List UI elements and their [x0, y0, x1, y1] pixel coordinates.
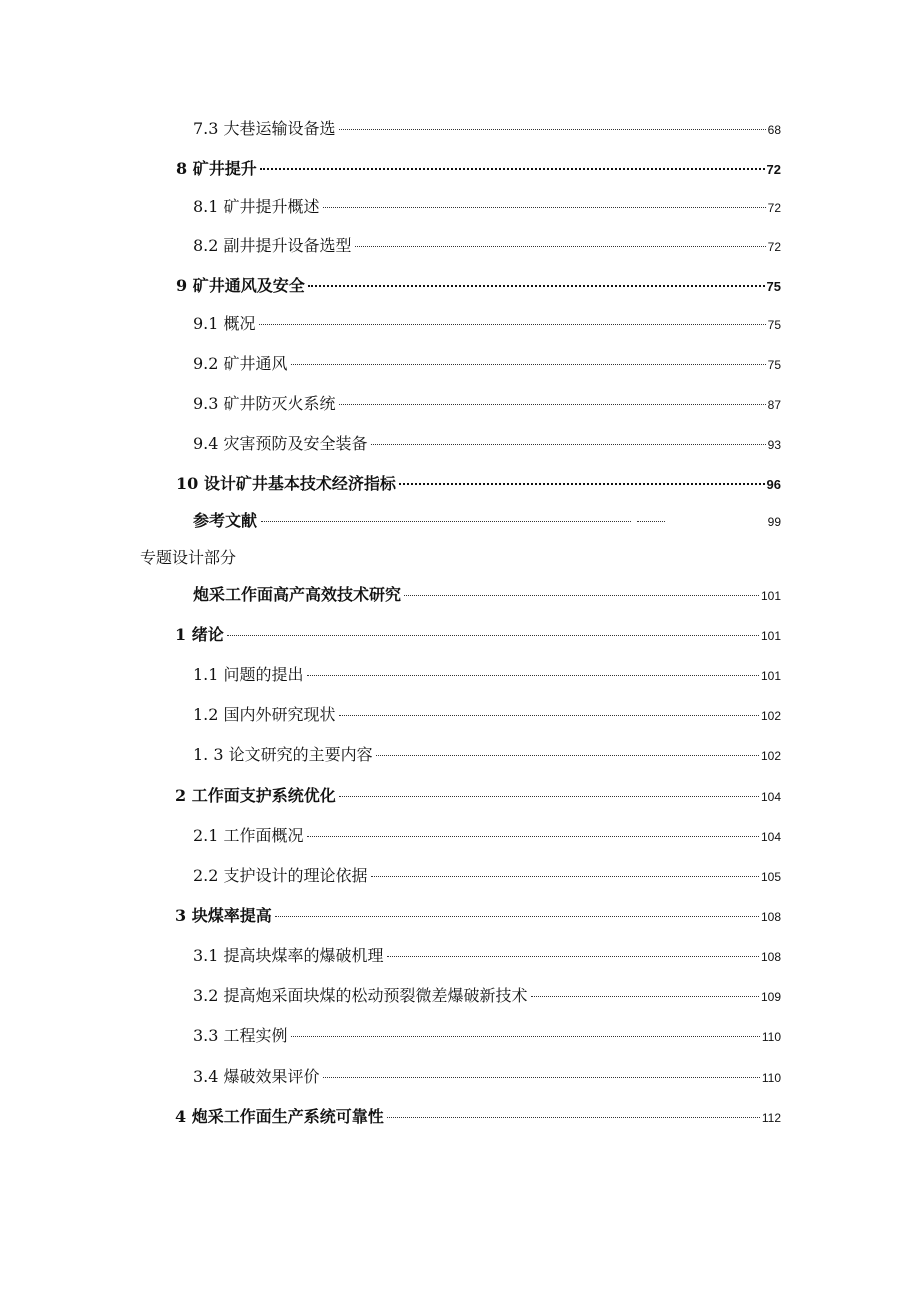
toc-entry-page: 108 [760, 910, 781, 924]
toc-entry-page: 101 [760, 629, 781, 643]
toc-entry[interactable] [0, 903, 920, 929]
toc-entry-title: 10 设计矿井基本技术经济指标 [176, 474, 396, 493]
toc-entry-title: 1 绪论 [175, 625, 224, 644]
toc-entry[interactable] [0, 233, 920, 259]
dot-leader [339, 714, 759, 716]
dot-leader [259, 323, 766, 325]
toc-entry-page: 112 [761, 1111, 781, 1125]
dot-leader [339, 795, 759, 797]
toc-entry-page: 99 [767, 515, 781, 529]
toc-entry-title: 2 工作面支护系统优化 [175, 786, 336, 805]
dot-leader [387, 955, 759, 957]
dot-leader [376, 754, 759, 756]
dot-leader [227, 634, 759, 636]
toc-entry-title: 3.4 爆破效果评价 [193, 1067, 320, 1086]
dot-leader [307, 835, 759, 837]
toc-entry-page: 102 [760, 749, 781, 763]
toc-entry[interactable] [0, 582, 920, 608]
toc-entry[interactable] [0, 273, 920, 299]
toc-entry-title: 8 矿井提升 [176, 159, 257, 178]
dot-leader [291, 1035, 760, 1037]
toc-entry-page: 75 [767, 358, 781, 372]
toc-entry-page: 72 [767, 201, 781, 215]
toc-entry-title: 参考文献 [193, 511, 258, 530]
toc-entry-page: 104 [760, 830, 781, 844]
dot-leader [323, 206, 766, 208]
dot-leader [275, 915, 759, 917]
toc-entry-page: 109 [760, 990, 781, 1004]
toc-entry-title: 9.1 概况 [193, 314, 256, 333]
toc-entry-title: 7.3 大巷运输设备选 [193, 119, 336, 138]
toc-entry[interactable] [0, 983, 920, 1009]
toc-entry[interactable] [0, 823, 920, 849]
toc-entry-title: 1.2 国内外研究现状 [193, 705, 336, 724]
dot-leader [404, 594, 759, 596]
toc-entry-title: 2.1 工作面概况 [193, 826, 304, 845]
toc-entry[interactable] [0, 622, 920, 648]
toc-entry[interactable] [0, 116, 920, 142]
toc-entry-title: 炮采工作面高产高效技术研究 [193, 585, 402, 604]
toc-entry-page: 93 [767, 438, 781, 452]
toc-entry-title: 1.1 问题的提出 [193, 665, 304, 684]
toc-entry[interactable] [0, 311, 920, 337]
toc-entry[interactable] [0, 194, 920, 220]
toc-entry-page: 105 [760, 870, 781, 884]
toc-entry[interactable] [0, 1064, 920, 1090]
toc-entry-title: 9 矿井通风及安全 [176, 276, 305, 295]
toc-entry-page: 75 [767, 318, 781, 332]
toc-entry-page: 101 [760, 589, 781, 603]
toc-entry[interactable] [0, 471, 920, 497]
dot-leader [355, 245, 766, 247]
toc-entry-page: 72 [766, 162, 781, 177]
dot-leader [399, 482, 765, 485]
toc-entry[interactable] [0, 391, 920, 417]
toc-entry[interactable] [0, 1104, 920, 1130]
dot-leader [260, 167, 765, 170]
toc-entry-page: 104 [760, 790, 781, 804]
toc-entry[interactable] [0, 783, 920, 809]
toc-entry[interactable] [0, 742, 920, 768]
toc-entry-page: 101 [760, 669, 781, 683]
toc-entry-page: 108 [760, 950, 781, 964]
dot-leader [637, 520, 665, 522]
toc-entry-page: 87 [767, 398, 781, 412]
toc-entry[interactable] [0, 351, 920, 377]
toc-entry[interactable] [0, 662, 920, 688]
toc-entry-title: 3.1 提高块煤率的爆破机理 [193, 946, 384, 965]
toc-entry-page: 68 [767, 123, 781, 137]
toc-entry-title: 4 炮采工作面生产系统可靠性 [175, 1107, 384, 1126]
toc-entry-title: 3.3 工程实例 [193, 1026, 288, 1045]
dot-leader [261, 520, 631, 522]
toc-entry-title: 8.1 矿井提升概述 [193, 197, 320, 216]
toc-entry-title: 3 块煤率提高 [175, 906, 272, 925]
toc-entry[interactable] [0, 1023, 920, 1049]
toc-entry-title: 8.2 副井提升设备选型 [193, 236, 352, 255]
toc-entry[interactable] [0, 702, 920, 728]
toc-entry-title: 9.2 矿井通风 [193, 354, 288, 373]
dot-leader [371, 443, 766, 445]
toc-entry-page: 96 [766, 477, 781, 492]
toc-entry-title: 3.2 提高炮采面块煤的松动预裂微差爆破新技术 [193, 986, 528, 1005]
toc-entry-page: 110 [761, 1030, 781, 1044]
toc-entry-title: 9.4 灾害预防及安全装备 [193, 434, 368, 453]
toc-entry[interactable] [0, 431, 920, 457]
toc-entry-page: 72 [767, 240, 781, 254]
dot-leader [291, 363, 766, 365]
toc-entry[interactable] [0, 943, 920, 969]
toc-entry-title: 9.3 矿井防灭火系统 [193, 394, 336, 413]
dot-leader [371, 875, 759, 877]
toc-entry-page: 110 [761, 1071, 781, 1085]
toc-entry-title: 1. 3 论文研究的主要内容 [193, 745, 373, 764]
dot-leader [307, 674, 759, 676]
toc-entry-page: 102 [760, 709, 781, 723]
dot-leader [531, 995, 759, 997]
toc-entry[interactable] [0, 508, 920, 534]
dot-leader [339, 403, 766, 405]
toc-entry[interactable] [0, 156, 920, 182]
toc-entry-page: 75 [766, 279, 781, 294]
section-heading: 专题设计部分 [140, 548, 237, 567]
dot-leader [339, 128, 766, 130]
toc-entry[interactable] [0, 863, 920, 889]
toc-entry-title: 2.2 支护设计的理论依据 [193, 866, 368, 885]
dot-leader [387, 1116, 760, 1118]
dot-leader [308, 284, 765, 287]
dot-leader [323, 1076, 760, 1078]
